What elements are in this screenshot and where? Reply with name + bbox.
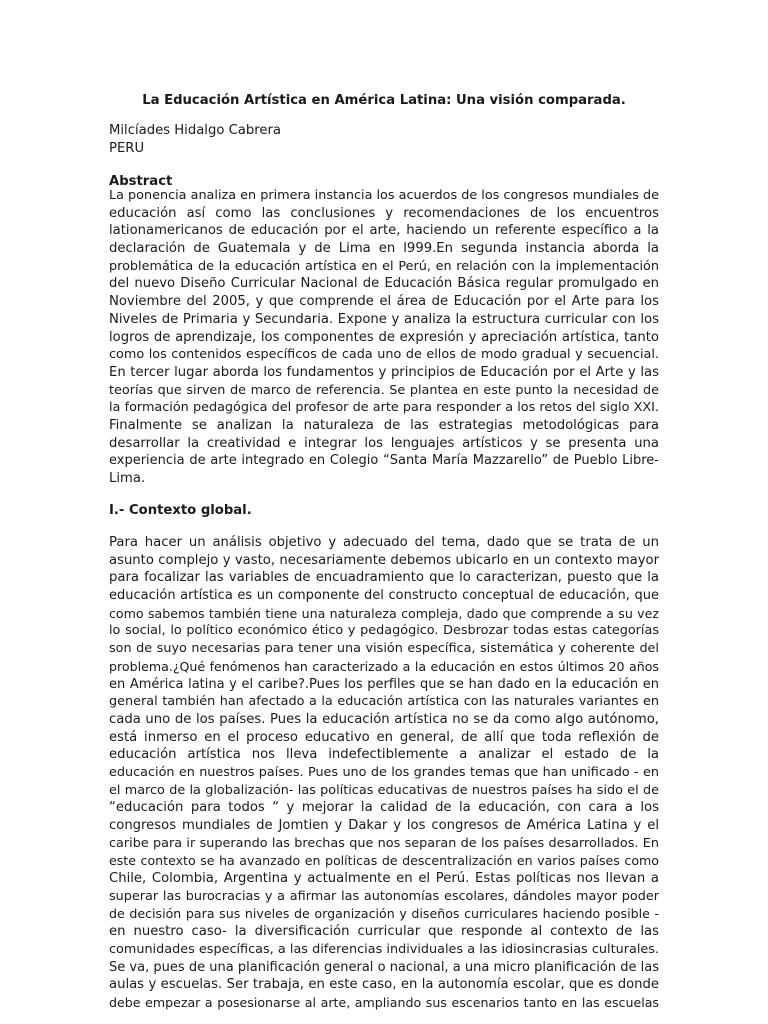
- author-name: Milcíades Hidalgo Cabrera: [109, 123, 281, 138]
- body-line: cada uno de los países. Pues la educación artística no se da como algo autónomo,: [109, 711, 659, 727]
- abstract-line: La ponencia analiza en primera instancia los acuerdos de los congresos mundiales de: [109, 188, 659, 203]
- abstract-line: como los contenidos específicos de cada uno de ellos de modo gradual y secuencial.: [109, 347, 659, 363]
- body-line: Para hacer un análisis objetivo y adecuado del tema, dado que se trata de un: [109, 535, 659, 550]
- abstract-line: problemática de la educación artística en el Perú, en relación con la implementación: [109, 258, 659, 274]
- section-body: [109, 534, 659, 1012]
- body-line: problema.¿Qué fenómenos han caracterizado a la educación en estos últimos 20 años: [109, 658, 659, 674]
- author-block: [109, 122, 281, 158]
- abstract-line: Lima.: [109, 471, 146, 486]
- abstract-body: [109, 187, 659, 488]
- abstract-line: experiencia de arte integrado en Colegio “Santa María Mazzarello” de Pueblo Libre-: [109, 453, 659, 469]
- abstract-line: la formación pedagógica del profesor de arte para responder a los retos del siglo XXI.: [109, 400, 659, 416]
- body-line: son de suyo necesarias para tener una visión específica, sistemática y coherente del: [109, 641, 659, 657]
- body-line: el marco de la globalización- las políticas educativas de nuestros países ha sido el de: [109, 782, 659, 798]
- abstract-line: educación así como las conclusiones y recomendaciones de los encuentros: [109, 205, 659, 221]
- abstract-line: lationamericanos de educación por el arte, haciendo un referente específico a la: [109, 223, 659, 239]
- abstract-line: teorías que sirven de marco de referencia. Se plantea en este punto la necesidad de: [109, 382, 659, 398]
- body-line: congresos mundiales de Jomtien y Dakar y los congresos de América Latina y el: [109, 818, 659, 833]
- body-line: Se va, pues de una planificación general o nacional, a una micro planificación de las: [109, 959, 659, 975]
- abstract-line: Noviembre del 2005, y que comprende el área de Educación por el Arte para los: [109, 294, 659, 310]
- body-line: de decisión para sus niveles de organización y diseños curriculares haciendo posible -: [109, 906, 659, 922]
- abstract-line: Niveles de Primaria y Secundaria. Expone y analiza la estructura curricular con los: [109, 311, 659, 327]
- abstract-line: Finalmente se analizan la naturaleza de las estrategias metodológicas para: [109, 417, 659, 433]
- body-line: este contexto se ha avanzado en políticas de descentralización en varios países como: [109, 853, 659, 869]
- body-line: educación artística es un componente del constructo conceptual de educación, que: [109, 588, 659, 604]
- abstract-line: En tercer lugar aborda los fundamentos y principios de Educación por el Arte y las: [109, 364, 659, 380]
- section-heading: I.- Contexto global.: [109, 503, 252, 518]
- abstract-line: declaración de Guatemala y de Lima en l999.En segunda instancia aborda la: [109, 241, 659, 257]
- abstract-line: del nuevo Diseño Curricular Nacional de Educación Básica regular promulgado en: [109, 276, 659, 292]
- abstract-line: desarrollar la creatividad e integrar los lenguajes artísticos y se presenta una: [109, 435, 659, 451]
- body-line: caribe para ir superando las brechas que nos separan de los países desarrollados. En: [109, 835, 659, 851]
- abstract-heading: Abstract: [109, 174, 173, 189]
- body-line: para focalizar las variables de encuadramiento que lo caracterizan, puesto que la: [109, 570, 659, 586]
- abstract-line: logros de aprendizaje, los componentes de expresión y apreciación artística, tanto: [109, 329, 659, 345]
- body-line: “educación para todos “ y mejorar la calidad de la educación, con cara a los: [109, 800, 659, 816]
- body-line: asunto complejo y vasto, necesariamente debemos ubicarlo en un contexto mayor: [109, 552, 659, 568]
- body-line: debe empezar a posesionarse al arte, ampliando sus escenarios tanto en las escuelas: [109, 994, 659, 1010]
- document-title: La Educación Artística en América Latina: Una visión comparada.: [142, 93, 626, 108]
- body-line: general también han afectado a la educación artística con las naturales variantes en: [109, 694, 659, 710]
- body-line: Chile, Colombia, Argentina y actualmente en el Perú. Estas políticas nos llevan a: [109, 871, 659, 887]
- document-page: [109, 0, 659, 1024]
- author-country: PERU: [109, 141, 145, 156]
- body-line: educación en nuestros países. Pues uno de los grandes temas que han unificado - en: [109, 764, 659, 780]
- body-line: como sabemos también tiene una naturaleza compleja, dado que comprende a su vez: [109, 605, 659, 621]
- body-line: en América latina y el caribe?.Pues los perfiles que se han dado en la educación en: [109, 676, 659, 692]
- body-line: superar las burocracias y a afirmar las autonomías escolares, dándoles mayor poder: [109, 888, 659, 904]
- body-line: comunidades específicas, a las diferencias individuales a las idiosincrasias culturales.: [109, 941, 659, 957]
- body-line: aulas y escuelas. Ser trabaja, en este caso, en la autonomía escolar, que es donde: [109, 977, 659, 993]
- body-line: lo social, lo político económico ético y pedagógico. Desbrozar todas estas categorías: [109, 623, 659, 639]
- body-line: está inmerso en el proceso educativo en general, de allí que toda reflexión de: [109, 729, 659, 745]
- body-line: educación artística nos lleva indefectiblemente a analizar el estado de la: [109, 747, 659, 763]
- body-line: en nuestro caso- la diversificación curricular que responde al contexto de las: [109, 924, 659, 940]
